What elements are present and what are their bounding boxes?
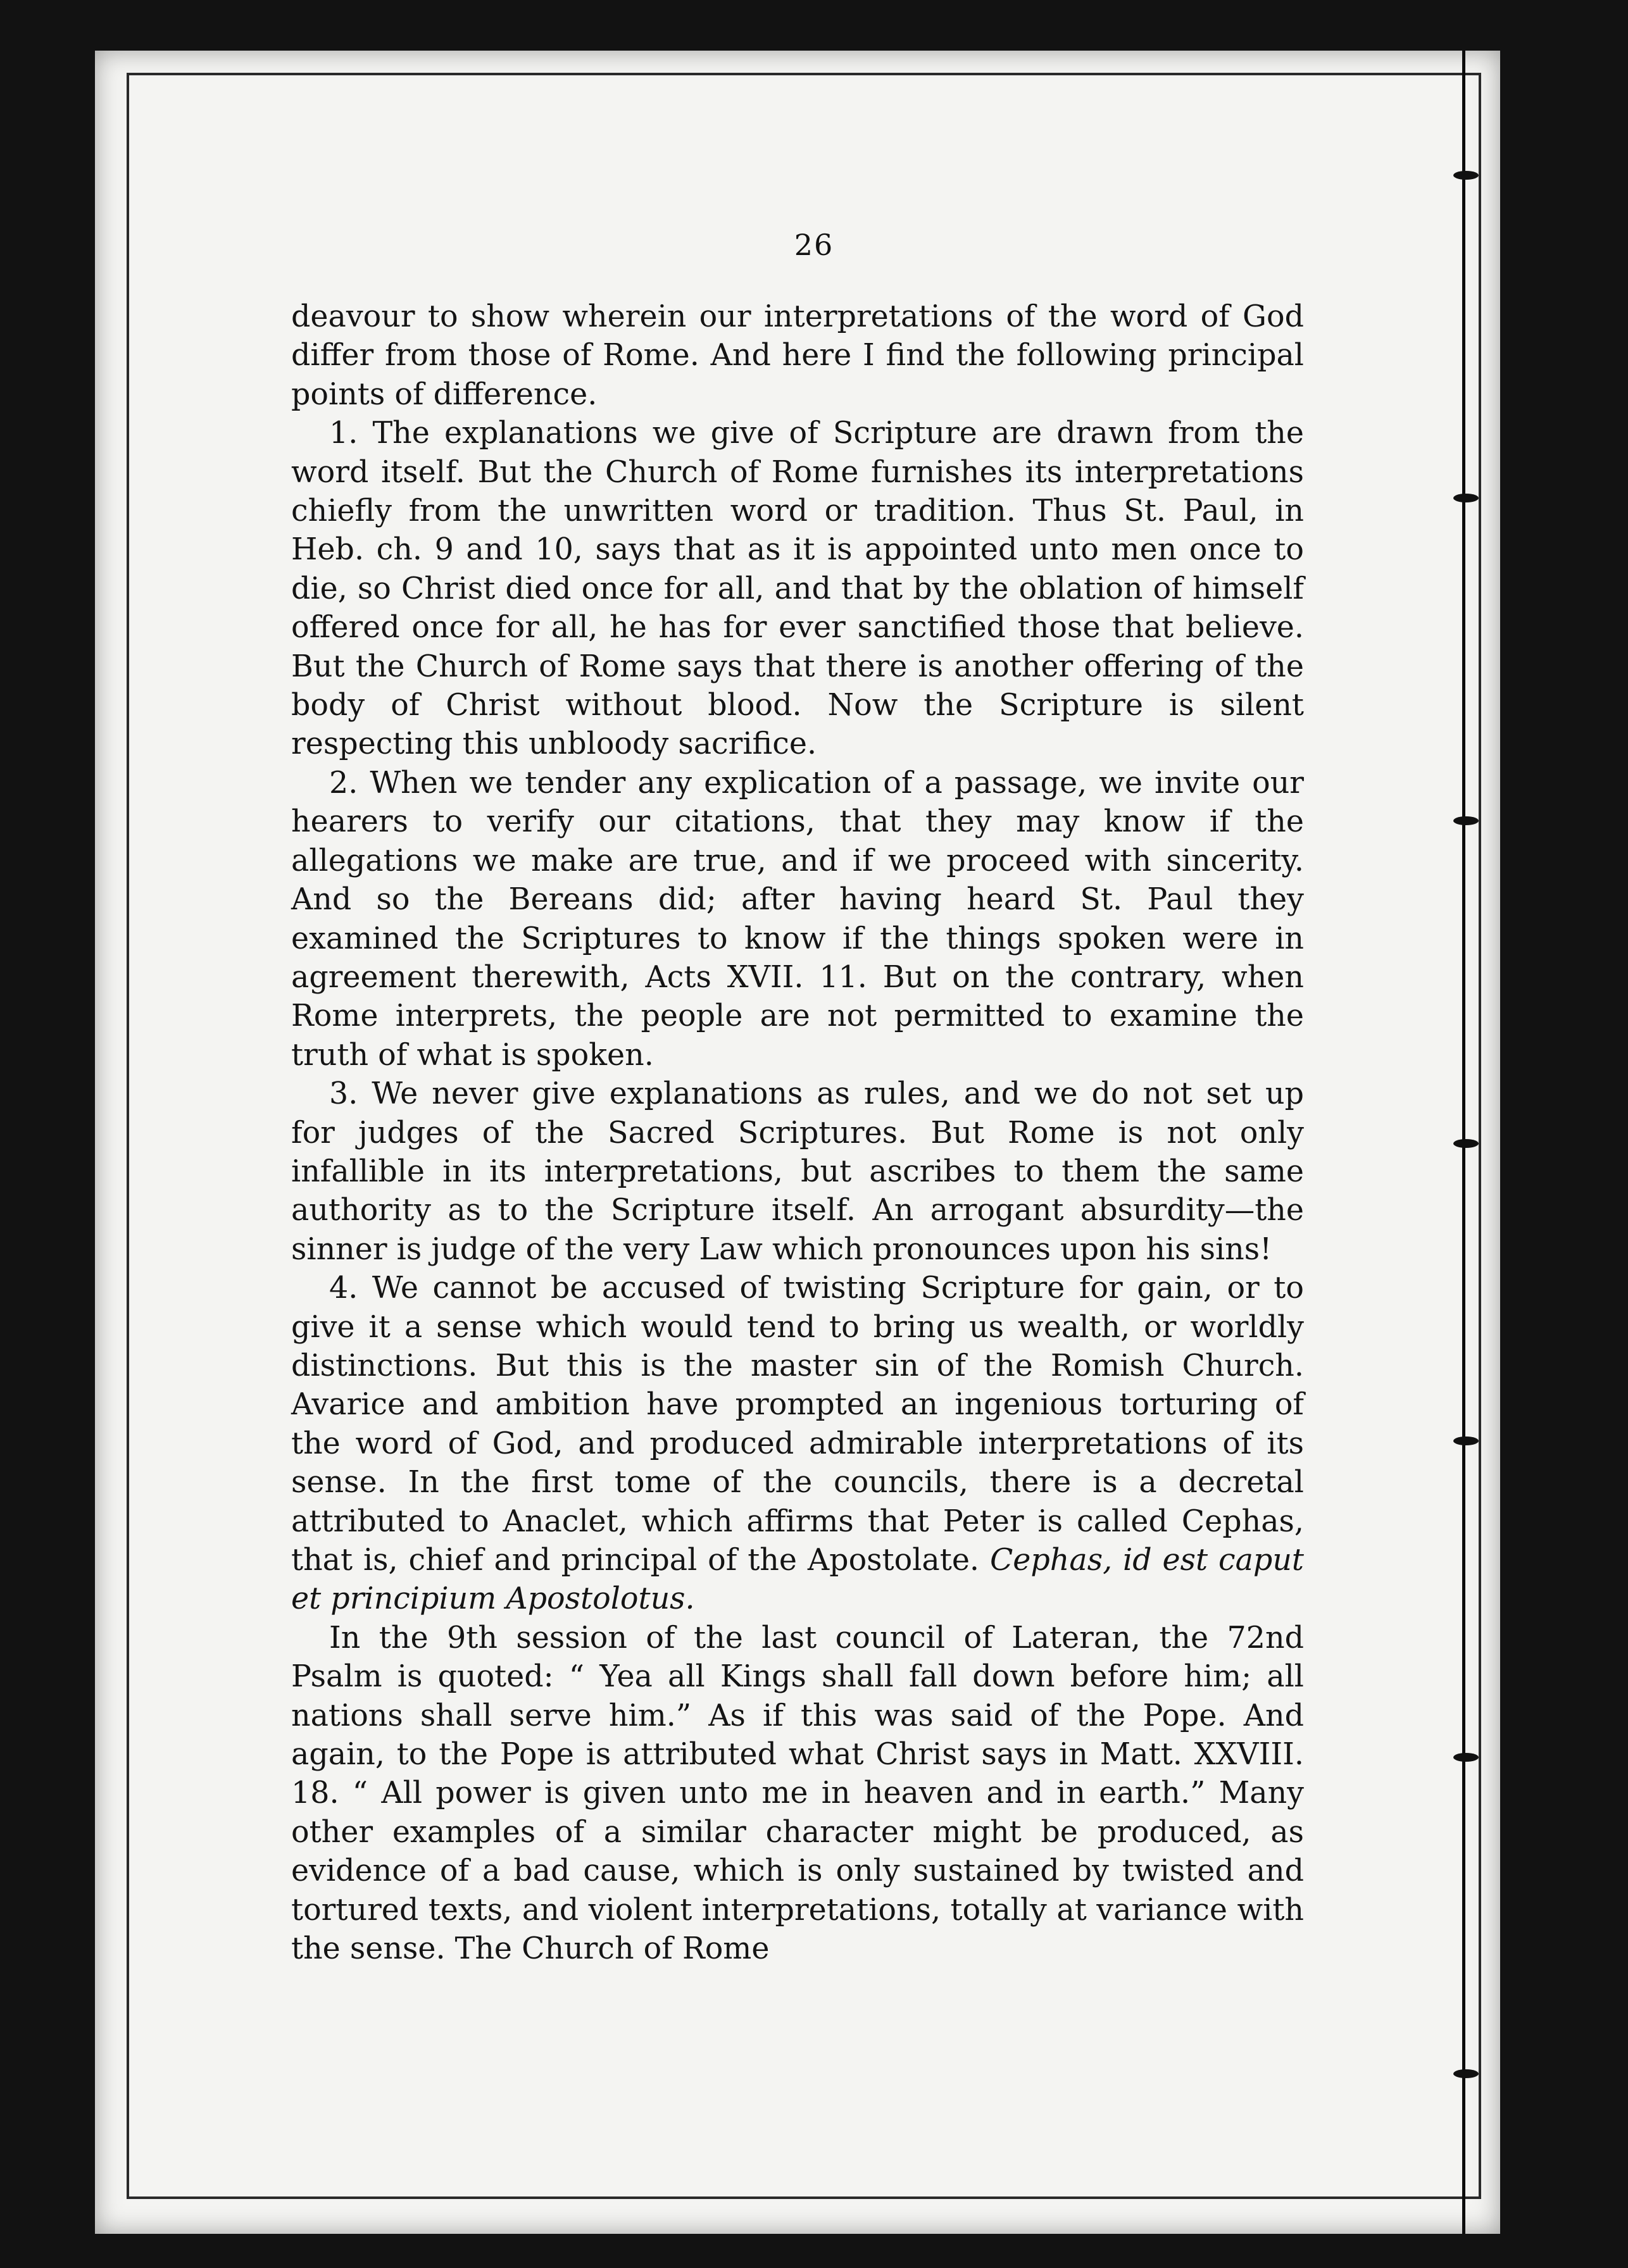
binding-stitch	[1453, 171, 1479, 180]
paragraph-continuation: deavour to show wherein our interpretations of the word of God differ from those of Rome. And here I find the following principal points of difference.	[291, 299, 1304, 412]
latin-quotation: Cephas, id est caput et principium Apostolotus.	[291, 1543, 1304, 1617]
binding-stitch	[1453, 494, 1479, 502]
binding-stitch	[1453, 1753, 1479, 1762]
paragraph-point-4-text: 4. We cannot be accused of twisting Scripture for gain, or to give it a sense which would tend to bring us wealth, or worldly distinctions. But this is the master sin of the Romish Church. Avarice and ambition have prompted an ingenious torturing of the word of God, and produced admirable interpretations of its sense. In the first tome of the councils, there is a decretal attributed to Anaclet, which affirms that Peter is called Cephas, that is, chief and principal of the Apostolate.	[291, 1271, 1304, 1578]
paragraph-point-2: 2. When we tender any explication of a passage, we invite our hearers to verify our citations, that they may know if the allegations we make are true, and if we proceed with sincerity. And so the Bereans did; after having heard St. Paul they examined the Scriptures to know if the things spoken were in agreement therewith, Acts XVII. 11. But on the contrary, when Rome interprets, the people are not permitted to examine the truth of what is spoken.	[291, 765, 1304, 1073]
binding-stitch	[1453, 1139, 1479, 1148]
paragraph-point-1: 1. The explanations we give of Scripture are drawn from the word itself. But the Church of Rome furnishes its interpretations chiefly from the unwritten word or tradition. Thus St. Paul, in Heb. ch. 9 and 10, says that as it is appointed unto men once to die, so Christ died once for all, and that by the oblation of himself offered once for all, he has for ever sanctified those that believe. But the Church of Rome says that there is another offering of the body of Christ without blood. Now the Scripture is silent respecting this unbloody sacrifice.	[291, 416, 1304, 762]
paragraph-lateran: In the 9th session of the last council of Lateran, the 72nd Psalm is quoted: “ Yea all Kings shall fall down before him; all nations shall serve him.” As if this was said of the Pope. And again, to the Pope is attributed what Christ says in Matt. XXVIII. 18. “ All power is given unto me in heaven and in earth.” Many other examples of a similar character might be produced, as evidence of a bad cause, which is only sustained by twisted and tortured texts, and violent interpretations, totally at variance with the sense. The Church of Rome	[291, 1620, 1304, 1967]
page-number: 26	[794, 228, 834, 262]
body-text	[291, 297, 1304, 1968]
paragraph-point-3: 3. We never give explanations as rules, and we do not set up for judges of the Sacred Scriptures. But Rome is not only infallible in its interpretations, but ascribes to them the same authority as to the Scripture itself. An arrogant absurdity—the sinner is judge of the very Law which pronounces upon his sins!	[291, 1076, 1304, 1267]
binding-stitch	[1453, 816, 1479, 825]
paragraph-point-4	[291, 1269, 1304, 1619]
binding-stitch	[1453, 2069, 1479, 2078]
binding-stitch	[1453, 1436, 1479, 1445]
